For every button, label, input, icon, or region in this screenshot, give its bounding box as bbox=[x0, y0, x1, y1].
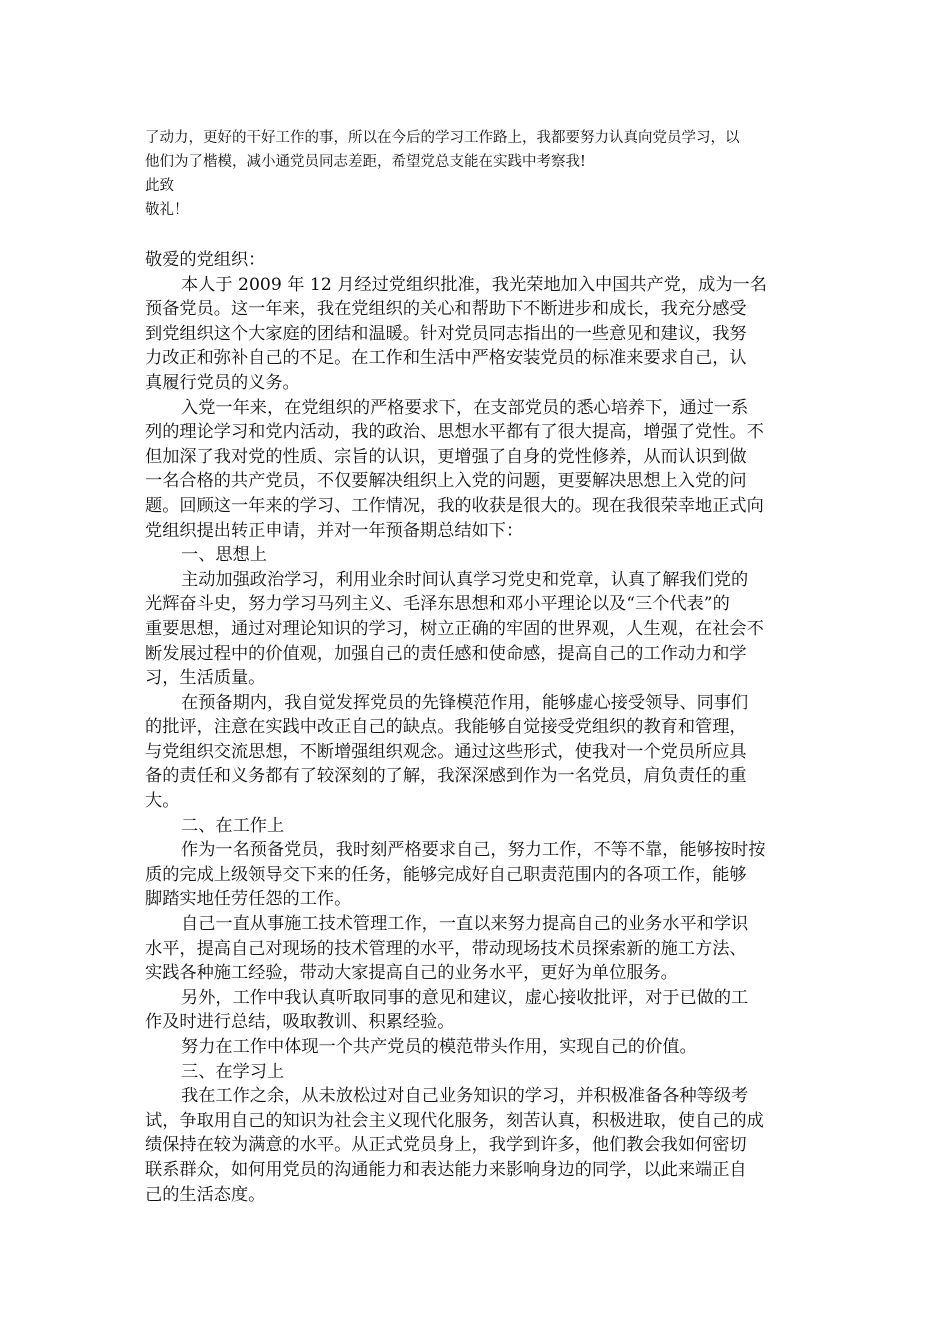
body-line: 绩保持在较为满意的水平。从正式党员身上，我学到许多，他们教会我如何密切 bbox=[145, 1135, 747, 1156]
body-line: 实践各种施工经验，带动大家提高自己的业务水平，更好为单位服务。 bbox=[145, 963, 678, 984]
body-line: 与党组织交流思想，不断增强组织观念。通过这些形式，使我对一个党员所应具 bbox=[145, 741, 747, 762]
body-line: 到党组织这个大家庭的团结和温暖。针对党员同志指出的一些意见和建议，我努 bbox=[145, 323, 747, 344]
body-line: 一、思想上 bbox=[181, 545, 267, 566]
body-line: 力改正和弥补自己的不足。在工作和生活中严格安装党员的标准来要求自己，认 bbox=[145, 348, 747, 369]
body-line: 另外，工作中我认真听取同事的意见和建议，虚心接收批评，对于已做的工 bbox=[181, 987, 749, 1008]
body-line: 列的理论学习和党内活动，我的政治、思想水平都有了很大提高，增强了党性。不 bbox=[145, 422, 764, 443]
body-line: 光辉奋斗史，努力学习马列主义、毛泽东思想和邓小平理论以及“三个代表”的 bbox=[145, 594, 730, 615]
body-line: 主动加强政治学习，利用业余时间认真学习党史和党章，认真了解我们党的 bbox=[181, 569, 749, 590]
body-line: 三、在学习上 bbox=[181, 1061, 285, 1082]
application-letter bbox=[145, 248, 810, 1207]
body-line: 试，争取用自己的知识为社会主义现代化服务，刻苦认真，积极进取，使自己的成 bbox=[145, 1110, 764, 1131]
body-line: 大。 bbox=[145, 791, 180, 812]
body-line: 习，生活质量。 bbox=[145, 668, 266, 689]
body-line: 题。回顾这一年来的学习、工作情况，我的收获是很大的。现在我很荣幸地正式向 bbox=[145, 495, 764, 516]
body-line: 二、在工作上 bbox=[181, 815, 285, 836]
body-line: 一名合格的共产党员，不仅要解决组织上入党的问题，更要解决思想上入党的问 bbox=[145, 471, 747, 492]
body-line: 脚踏实地任劳任怨的工作。 bbox=[145, 889, 352, 910]
body-line: 他们为了楷模，减小通党员同志差距，希望党总支能在实践中考察我! bbox=[145, 154, 586, 170]
body-line: 入党一年来，在党组织的严格要求下，在支部党员的悉心培养下，通过一系 bbox=[181, 397, 749, 418]
body-line: 质的完成上级领导交下来的任务，能够完成好自己职责范围内的各项工作，能够 bbox=[145, 864, 747, 885]
previous-letter-ending bbox=[145, 126, 810, 222]
body-line: 但加深了我对党的性质、宗旨的认识，更增强了自身的党性修养，从而认识到做 bbox=[145, 446, 747, 467]
body-line: 断发展过程中的价值观，加强自己的责任感和使命感，提高自己的工作动力和学 bbox=[145, 643, 747, 664]
body-line: 己的生活态度。 bbox=[145, 1184, 266, 1205]
body-line: 作为一名预备党员，我时刻严格要求自己，努力工作，不等不靠，能够按时按 bbox=[181, 840, 766, 861]
body-line: 自己一直从事施工技术管理工作，一直以来努力提高自己的业务水平和学识 bbox=[181, 914, 749, 935]
closing-greeting: 此致 bbox=[145, 178, 174, 194]
body-line: 在预备期内，我自觉发挥党员的先锋模范作用，能够虚心接受领导、同事们 bbox=[181, 692, 749, 713]
body-line: 作及时进行总结，吸取教训、积累经验。 bbox=[145, 1012, 455, 1033]
body-line: 预备党员。这一年来，我在党组织的关心和帮助下不断进步和成长，我充分感受 bbox=[145, 299, 747, 320]
body-line: 了动力，更好的干好工作的事，所以在今后的学习工作路上，我都要努力认真向党员学习，以 bbox=[145, 130, 740, 146]
body-line: 的批评，注意在实践中改正自己的缺点。我能够自觉接受党组织的教育和管理， bbox=[145, 717, 747, 738]
body-line: 本人于 2009 年 12 月经过党组织批准，我光荣地加入中国共产党，成为一名 bbox=[181, 274, 767, 295]
body-line: 联系群众，如何用党员的沟通能力和表达能力来影响身边的同学，以此来端正自 bbox=[145, 1159, 747, 1180]
body-line: 重要思想，通过对理论知识的学习，树立正确的牢固的世界观，人生观，在社会不 bbox=[145, 618, 764, 639]
body-line: 努力在工作中体现一个共产党员的模范带头作用，实现自己的价值。 bbox=[181, 1037, 697, 1057]
body-line: 备的责任和义务都有了较深刻的了解，我深深感到作为一名党员，肩负责任的重 bbox=[145, 766, 747, 787]
body-line: 水平，提高自己对现场的技术管理的水平，带动现场技术员探索新的施工方法、 bbox=[145, 938, 747, 959]
closing-salute: 敬礼！ bbox=[145, 202, 189, 218]
body-line: 我在工作之余，从未放松过对自己业务知识的学习，并积极准备各种等级考 bbox=[181, 1086, 749, 1107]
body-line: 党组织提出转正申请，并对一年预备期总结如下： bbox=[145, 520, 524, 541]
body-line: 真履行党员的义务。 bbox=[145, 372, 300, 393]
salutation: 敬爱的党组织： bbox=[145, 250, 266, 270]
